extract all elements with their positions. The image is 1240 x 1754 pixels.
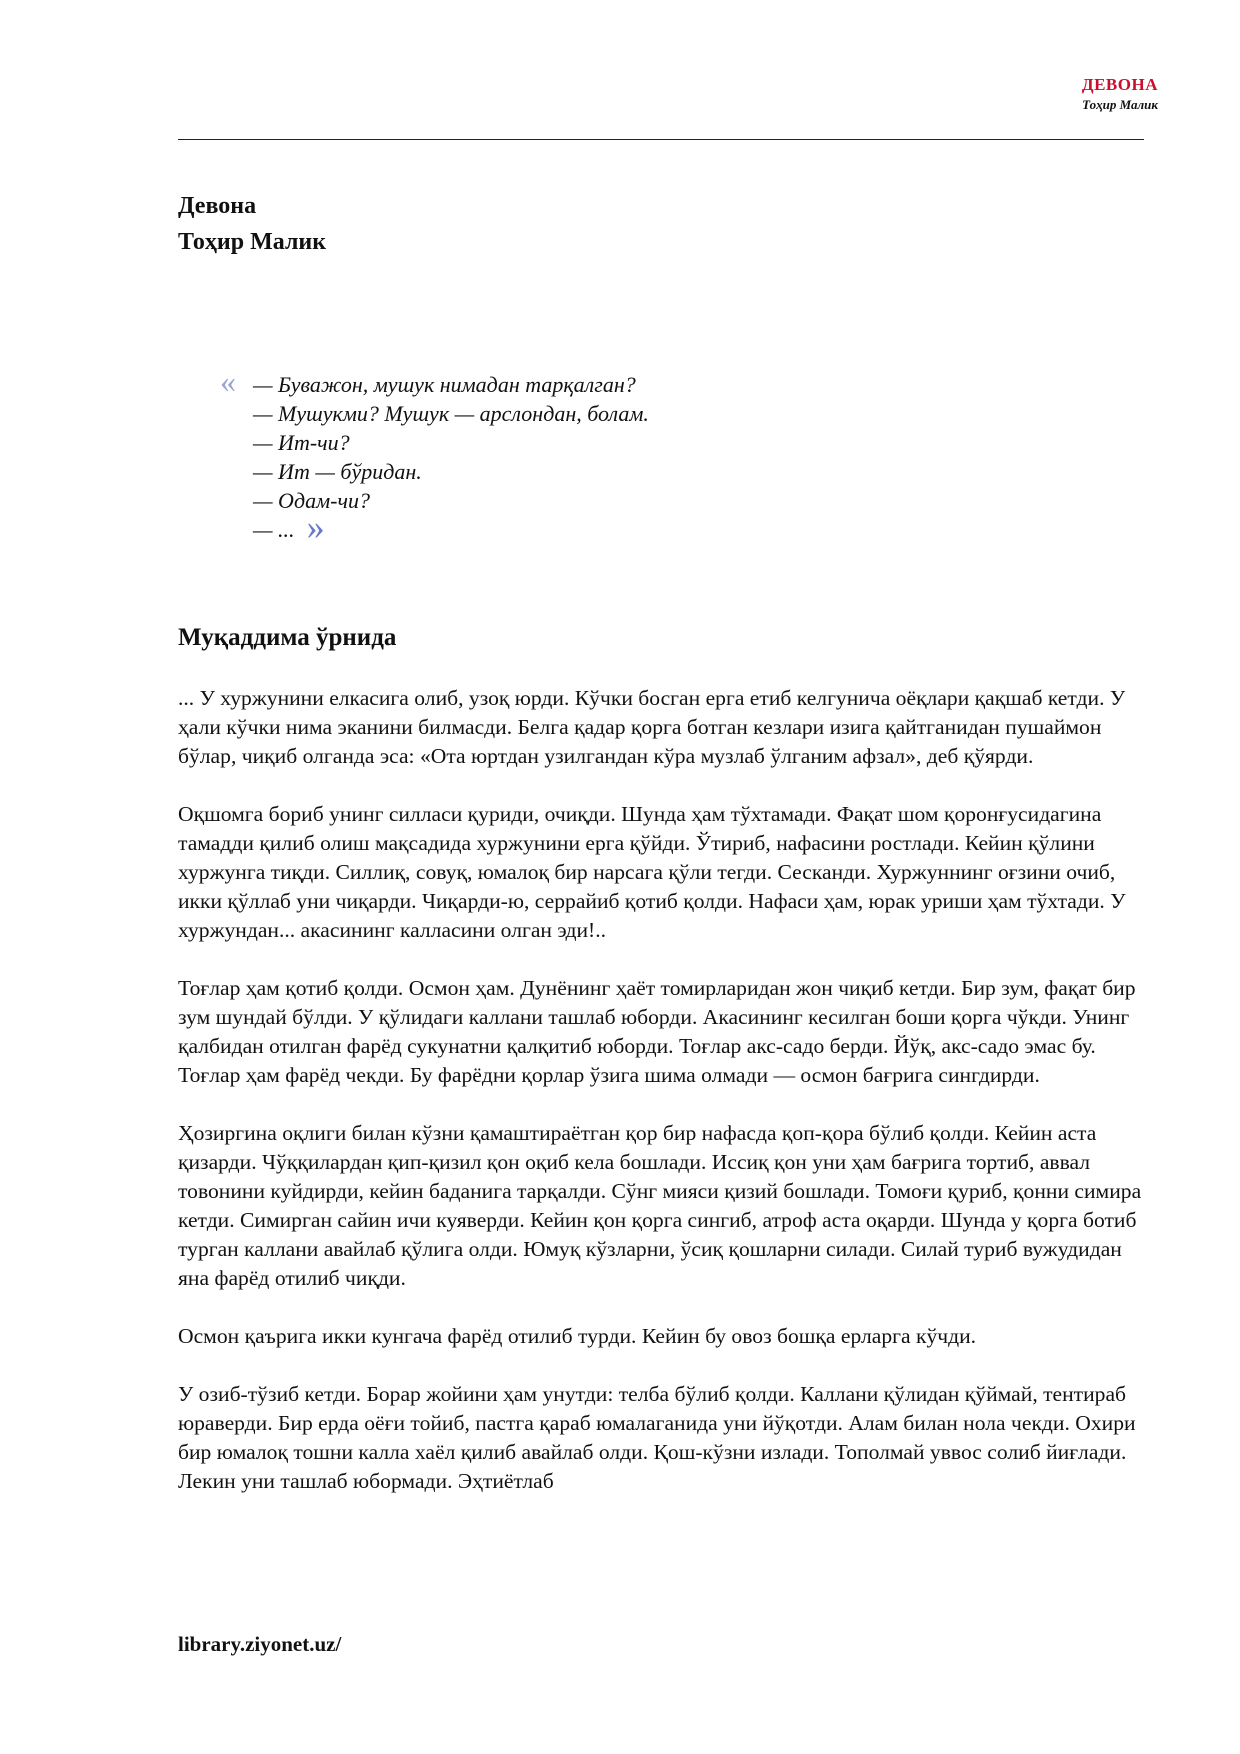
running-title: ДЕВОНА [1081,75,1158,94]
running-header [1082,75,1158,113]
epigraph-line-text: — ... [253,517,295,542]
epigraph-line [220,428,649,457]
paragraph: Оқшомга бориб унинг силласи қуриди, очиқди. Шунда ҳам тўхтамади. Фақат шом қоронғусидагина тамадди қилиб олиш мақсадида хуржунини ерга қўйди. Ўтириб, нафасини ростлади. Кейин қўлини хуржунга тиқди. Силлиқ, совуқ, юмалоқ бир нарсага қўли тегди. Сесканди. Хуржуннинг оғзини очиб, икки қўллаб уни чиқарди. Чиқарди-ю, серрайиб қотиб қолди. Нафаси ҳам, юрак уриши ҳам тўхтади. У хуржундан... акасининг калласини олган эди!.. [178,802,1126,942]
paragraph: ... У хуржунини елкасига олиб, узоқ юрди. Кўчки босган ерга етиб келгунича оёқлари қақшаб кетди. У ҳали кўчки нима эканини билмасди. Белга қадар қорга ботган кезлари изига қайтганидан пушаймон бўлар, чиқиб олганда эса: «Ота юртдан узилгандан кўра музлаб ўлганим афзал», деб қўярди. [178,686,1126,768]
body-text [178,684,1153,1525]
epigraph [220,363,649,547]
epigraph-line [220,363,649,399]
epigraph-line [220,457,649,486]
open-quote-icon: « [220,363,236,399]
footer-link[interactable]: library.ziyonet.uz/ [178,1632,342,1656]
book-title: Девона [178,193,257,219]
header-rule [178,139,1144,140]
book-author: Тоҳир Малик [178,229,327,255]
epigraph-line-text: — Мушукми? Мушук — арслондан, болам. [253,401,649,426]
epigraph-line-text: — Ит-чи? [253,430,350,455]
running-author: Тоҳир Малик [1082,97,1158,112]
epigraph-line-text: — Буважон, мушук нимадан тарқалган? [253,372,636,397]
epigraph-line-text: — Одам-чи? [253,488,370,513]
paragraph: Ҳозиргина оқлиги билан кўзни қамаштираётган қор бир нафасда қоп-қора бўлиб қолди. Кейин аста қизарди. Чўққилардан қип-қизил қон оқиб кела бошлади. Иссиқ қон уни ҳам бағрига тортиб, аввал товонини куйдирди, кейин баданига тарқалди. Сўнг мияси қизий бошлади. Томоғи қуриб, қонни симира кетди. Симирган сайин ичи куяверди. Кейин қон қорга сингиб, атроф аста оқарди. Шунда у қорга ботиб турган каллани авайлаб қўлига олди. Юмуқ кўзларни, ўсиқ қошларни силади. Силай туриб вужудидан яна фарёд отилиб чиқди. [178,1121,1142,1290]
paragraph: У озиб-тўзиб кетди. Борар жойини ҳам унутди: телба бўлиб қолди. Каллани қўлидан қўймай, тентираб юраверди. Бир ерда оёғи тойиб, пастга қараб юмалаганида уни йўқотди. Алам билан нола чекди. Охири бир юмалоқ тошни калла хаёл қилиб авайлаб олди. Қош-кўзни излади. Тополмай уввос солиб йиғлади. Лекин уни ташлаб юбормади. Эҳтиётлаб [178,1382,1136,1493]
epigraph-line [220,486,649,515]
paragraph: Осмон қаърига икки кунгача фарёд отилиб турди. Кейин бу овоз бошқа ерларга кўчди. [178,1324,977,1348]
section-heading: Муқаддима ўрнида [178,624,397,651]
title-block [178,188,326,260]
epigraph-line [220,399,649,428]
close-quote-icon: » [306,507,325,547]
paragraph: Тоғлар ҳам қотиб қолди. Осмон ҳам. Дунёнинг ҳаёт томирларидан жон чиқиб кетди. Бир зум, фақат бир зум шундай бўлди. У қўлидаги каллани ташлаб юборди. Акасининг кесилган боши қорга чўкди. Унинг қалбидан отилган фарёд сукунатни қалқитиб юборди. Тоғлар акс-садо берди. Йўқ, акс-садо эмас бу. Тоғлар ҳам фарёд чекди. Бу фарёдни қорлар ўзига шима олмади — осмон бағрига сингдирди. [178,976,1136,1087]
epigraph-line [220,507,649,547]
epigraph-line-text: — Ит — бўридан. [253,459,422,484]
